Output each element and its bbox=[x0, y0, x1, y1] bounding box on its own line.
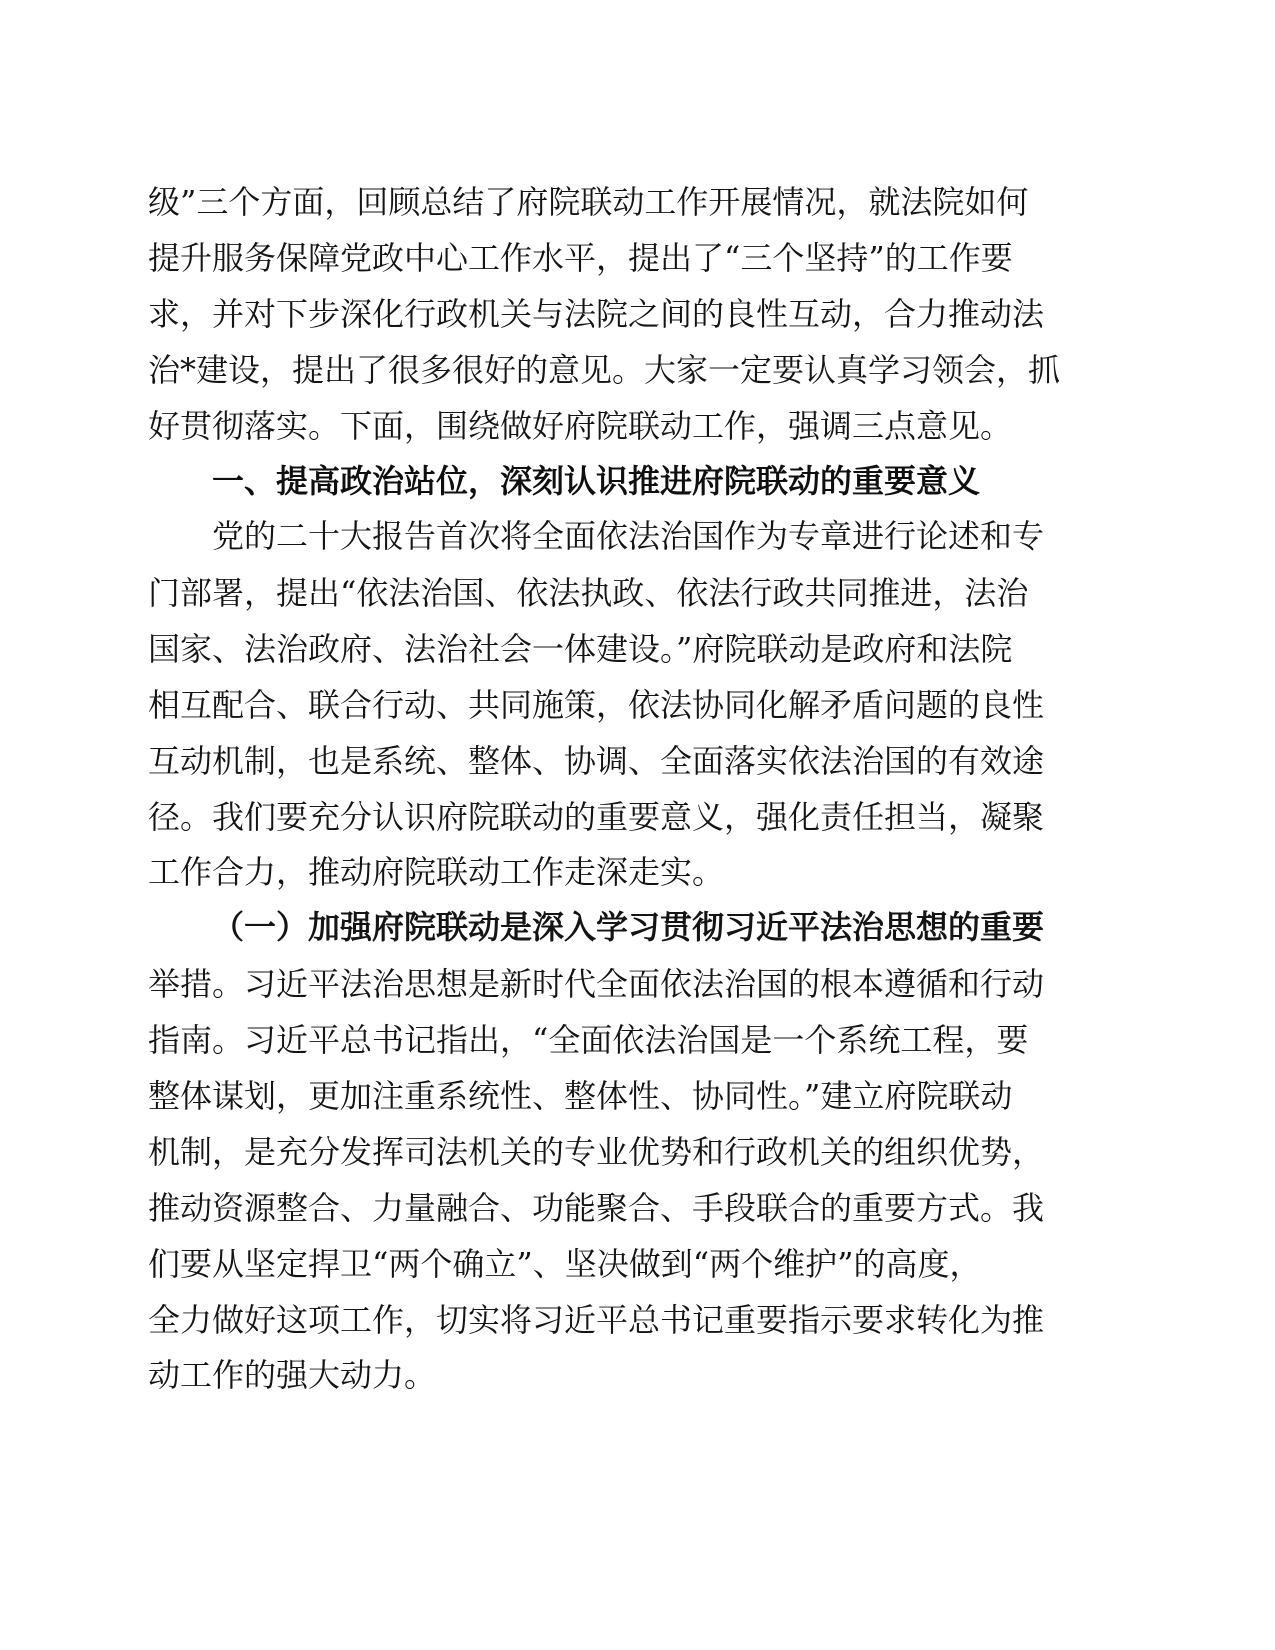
paragraph-2-line-4: 相互配合、联合行动、共同施策，依法协同化解矛盾问题的良性 bbox=[148, 686, 1045, 724]
paragraph-2-line-2: 门部署，提出“依法治国、依法执政、依法行政共同推进，法治 bbox=[148, 574, 1029, 612]
paragraph-3-line-1: 举措。习近平法治思想是新时代全面依法治国的根本遵循和行动 bbox=[148, 965, 1045, 1003]
section-heading-1: 一、提高政治站位，深刻认识推进府院联动的重要意义 bbox=[212, 462, 981, 500]
body-line-4: 治*建设，提出了很多很好的意见。大家一定要认真学习领会，抓 bbox=[148, 351, 1061, 389]
body-line-2: 提升服务保障党政中心工作水平，提出了“三个坚持”的工作要 bbox=[148, 239, 1013, 277]
paragraph-3-line-2: 指南。习近平总书记指出，“全面依法治国是一个系统工程，要 bbox=[148, 1021, 1029, 1059]
paragraph-3-line-8: 动工作的强大动力。 bbox=[148, 1356, 437, 1394]
paragraph-3-line-3: 整体谋划，更加注重系统性、整体性、协同性。”建立府院联动 bbox=[148, 1077, 1013, 1115]
body-line-3: 求，并对下步深化行政机关与法院之间的良性互动，合力推动法 bbox=[148, 295, 1045, 333]
paragraph-2-line-6: 径。我们要充分认识府院联动的重要意义，强化责任担当，凝聚 bbox=[148, 798, 1045, 836]
body-line-1: 级”三个方面，回顾总结了府院联动工作开展情况，就法院如何 bbox=[148, 183, 1029, 221]
subsection-heading-1: （一）加强府院联动是深入学习贯彻习近平法治思想的重要 bbox=[212, 908, 1045, 946]
paragraph-3-line-5: 推动资源整合、力量融合、功能聚合、手段联合的重要方式。我 bbox=[148, 1189, 1045, 1227]
paragraph-3-line-4: 机制，是充分发挥司法机关的专业优势和行政机关的组织优势， bbox=[148, 1133, 1045, 1171]
paragraph-2-line-1: 党的二十大报告首次将全面依法治国作为专章进行论述和专 bbox=[212, 517, 1045, 555]
body-line-5: 好贯彻落实。下面，围绕做好府院联动工作，强调三点意见。 bbox=[148, 407, 1013, 445]
paragraph-3-line-7: 全力做好这项工作，切实将习近平总书记重要指示要求转化为推 bbox=[148, 1301, 1045, 1339]
paragraph-2-line-5: 互动机制，也是系统、整体、协调、全面落实依法治国的有效途 bbox=[148, 742, 1045, 780]
paragraph-3-line-6: 们要从坚定捍卫“两个确立”、坚决做到“两个维护”的高度， bbox=[148, 1245, 982, 1283]
paragraph-2-line-7: 工作合力，推动府院联动工作走深走实。 bbox=[148, 853, 725, 891]
paragraph-2-line-3: 国家、法治政府、法治社会一体建设。”府院联动是政府和法院 bbox=[148, 630, 1013, 668]
